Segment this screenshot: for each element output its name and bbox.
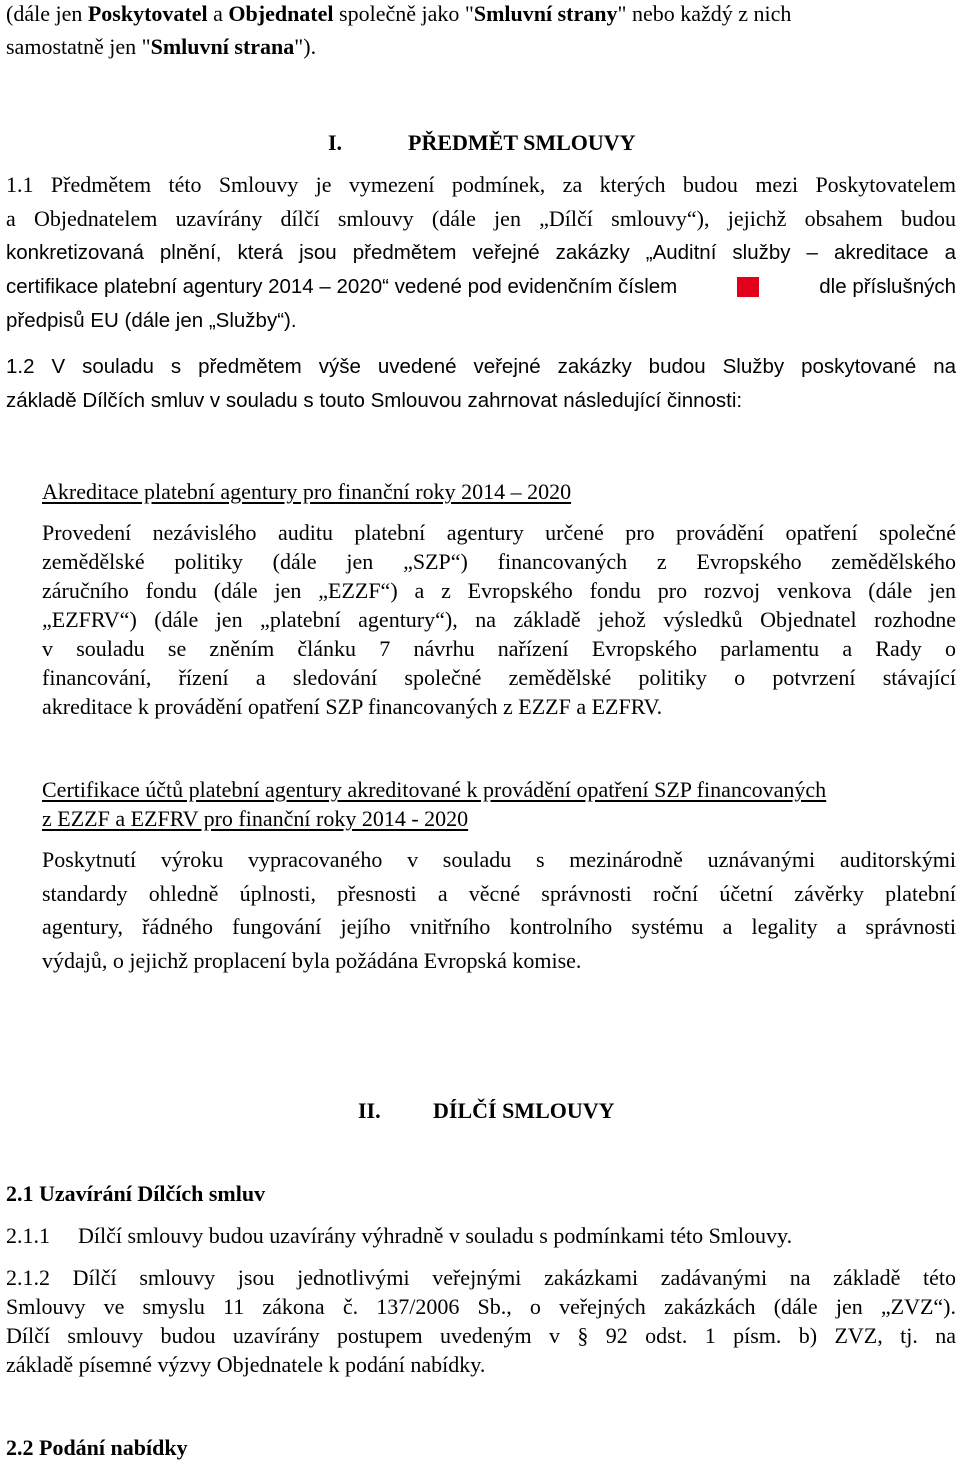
subsection-2-2-heading: 2.2 Podání nabídky <box>6 1435 188 1460</box>
section-1-heading <box>328 132 342 154</box>
para-1-1-line: předpisů EU (dále jen „Služby“). <box>6 309 297 332</box>
term-smluvni-strany: Smluvní strany <box>473 1 618 26</box>
para-2-1-1-text: Dílčí smlouvy budou uzavírány výhradně v souladu s podmínkami této Smlouvy. <box>78 1223 793 1248</box>
akreditace-line: financování, řízení a sledování společné zemědělské politiky o potvrzení stávající <box>42 665 956 690</box>
akreditace-heading <box>42 481 571 503</box>
section-title: PŘEDMĚT SMLOUVY <box>408 130 636 155</box>
para-1-2-line: 1.2 V souladu s předmětem výše uvedené veřejné zakázky budou Služby poskytované na <box>6 355 956 378</box>
para-2-1-2-line: základě písemné výzvy Objednatele k podání nabídky. <box>6 1352 486 1377</box>
certifikace-heading <box>42 808 468 830</box>
section-2-heading <box>358 1100 381 1122</box>
certifikace-heading-text: z EZZF a EZFRV pro finanční roky 2014 - 2020 <box>42 806 469 831</box>
certifikace-line: agentury, řádného fungování jejího vnitřního kontrolního systému a legality a správnosti <box>42 914 956 939</box>
certifikace-line: Poskytnutí výroku vypracovaného v souladu s mezinárodně uznávanými auditorskými <box>42 847 956 872</box>
intro-text: (dále jen <box>6 1 88 26</box>
certifikace-line: standardy ohledně úplnosti, přesnosti a věcné správnosti roční účetní závěrky platební <box>42 881 956 906</box>
para-2-1-2-line: Smlouvy ve smyslu 11 zákona č. 137/2006 Sb., o veřejných zakázkách (dále jen „ZVZ“). <box>6 1294 956 1319</box>
intro-text: a <box>207 1 229 26</box>
term-poskytovatel: Poskytovatel <box>87 1 208 26</box>
section-title: DÍLČÍ SMLOUVY <box>433 1098 615 1123</box>
akreditace-line: Provedení nezávislého auditu platební agentury určené pro provádění opatření společné <box>42 520 956 545</box>
certifikace-heading <box>42 779 826 801</box>
para-1-1-line: 1.1 Předmětem této Smlouvy je vymezení podmínek, za kterých budou mezi Poskytovatelem <box>6 172 956 197</box>
para-2-1-2-line: 2.1.2 Dílčí smlouvy jsou jednotlivými veřejnými zakázkami zadávanými na základě této <box>6 1265 956 1290</box>
term-objednatel: Objednatel <box>228 1 334 26</box>
section-2-title <box>433 1100 615 1122</box>
certifikace-heading-text: Certifikace účtů platební agentury akreditované k provádění opatření SZP financovaných <box>42 777 827 802</box>
term-smluvni-strana: Smluvní strana <box>150 34 295 59</box>
para-2-1-2-line: Dílčí smlouvy budou uzavírány postupem uvedeným v § 92 odst. 1 písm. b) ZVZ, tj. na <box>6 1323 956 1348</box>
intro-text: " nebo každý z nich <box>617 1 792 26</box>
certifikace-line: výdajů, o jejichž proplacení byla požádána Evropská komise. <box>42 948 582 973</box>
para-1-1-text: certifikace platební agentury 2014 – 2020“ vedené pod evidenčním číslem <box>6 275 678 298</box>
section-1-title <box>408 132 636 154</box>
akreditace-heading-text: Akreditace platební agentury pro finanční roky 2014 – 2020 <box>42 479 572 504</box>
akreditace-line: v souladu se zněním článku 7 návrhu nařízení Evropského parlamentu a Rady o <box>42 636 956 661</box>
para-1-2-line: základě Dílčích smluv v souladu s touto Smlouvou zahrnovat následující činnosti: <box>6 389 743 412</box>
subsection-2-1-heading: 2.1 Uzavírání Dílčích smluv <box>6 1181 266 1206</box>
akreditace-line: akreditace k provádění opatření SZP financovaných z EZZF a EZFRV. <box>42 694 663 719</box>
section-number: II. <box>358 1098 381 1123</box>
akreditace-line: záručního fondu (dále jen „EZZF“) a z Evropského fondu pro rozvoj venkova (dále jen <box>42 578 956 603</box>
para-1-1-text: dle příslušných <box>819 275 956 298</box>
intro-text: společně jako " <box>333 1 474 26</box>
intro-line-2 <box>6 36 316 58</box>
intro-text: samostatně jen " <box>6 34 151 59</box>
intro-line-1 <box>6 3 791 25</box>
section-number: I. <box>328 130 343 155</box>
redaction-box <box>737 277 759 297</box>
para-1-1-line <box>6 277 956 298</box>
akreditace-line: zemědělské politiky (dále jen „SZP“) financovaných z Evropského zemědělského <box>42 549 956 574</box>
intro-text: "). <box>294 34 317 59</box>
akreditace-line: „EZFRV“) (dále jen „platební agentury“), na základě jehož výsledků Objednatel rozhodne <box>42 607 956 632</box>
para-1-1-line: konkretizovaná plnění, která jsou předmětem veřejné zakázky „Auditní služby – akreditace a <box>6 241 956 264</box>
para-2-1-1-number: 2.1.1 <box>6 1223 50 1248</box>
para-1-1-line: a Objednatelem uzavírány dílčí smlouvy (dále jen „Dílčí smlouvy“), jejichž obsahem budou <box>6 206 956 231</box>
